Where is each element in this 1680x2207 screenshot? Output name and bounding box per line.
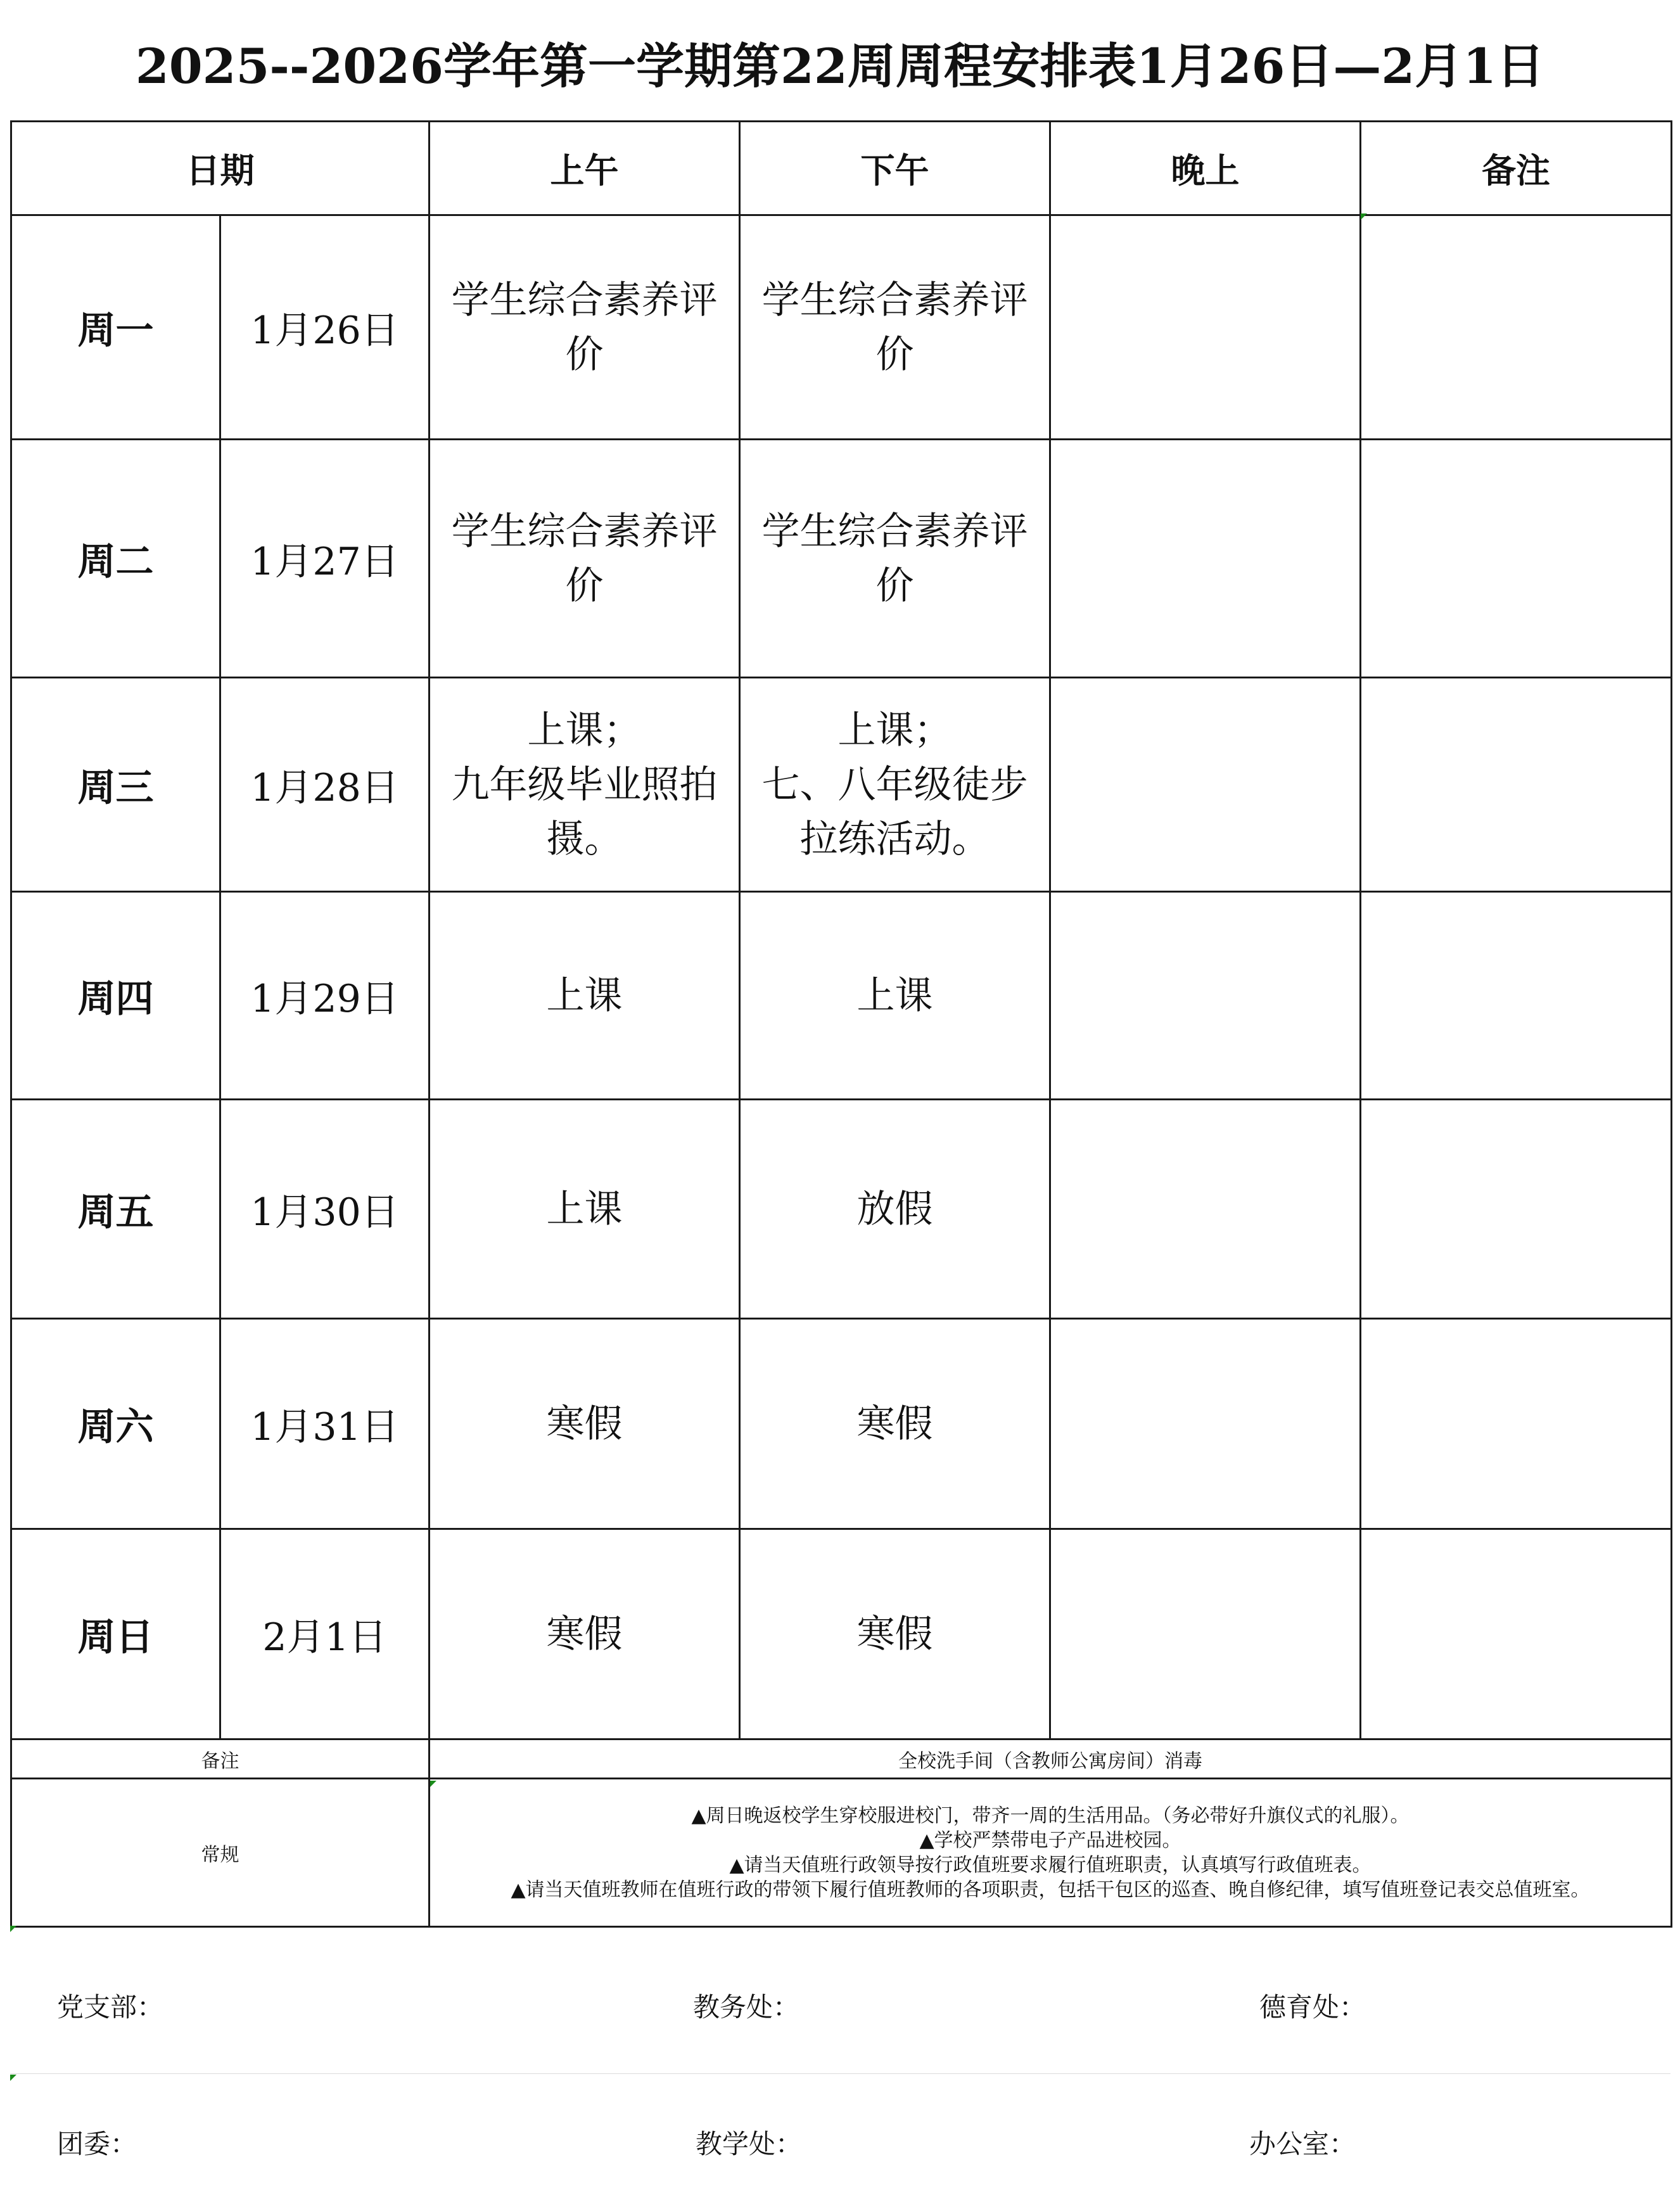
remarks-cell <box>1361 440 1672 678</box>
day-date: 1月27日 <box>220 440 430 678</box>
day-row <box>11 1319 1672 1529</box>
day-date: 1月28日 <box>220 678 430 892</box>
day-name: 周三 <box>11 678 220 892</box>
remarks-cell <box>1361 215 1672 440</box>
page-title: 2025--2026学年第一学期第22周周程安排表1月26日—2月1日 <box>135 38 1545 94</box>
morning-activity: 上课 <box>430 892 740 1100</box>
evening-activity <box>1050 678 1361 892</box>
evening-activity <box>1050 1100 1361 1319</box>
day-row <box>11 892 1672 1100</box>
day-name: 周四 <box>11 892 220 1100</box>
remarks-cell <box>1361 678 1672 892</box>
header-afternoon: 下午 <box>740 122 1050 215</box>
header-row <box>11 122 1672 215</box>
afternoon-activity: 寒假 <box>740 1319 1050 1529</box>
header-remarks: 备注 <box>1361 122 1672 215</box>
header-morning: 上午 <box>430 122 740 215</box>
remarks-cell <box>1361 1529 1672 1740</box>
cell-comment-marker <box>430 1781 436 1787</box>
signature-row <box>10 1987 1670 2025</box>
day-date: 2月1日 <box>220 1529 430 1740</box>
routine-line: ▲学校严禁带电子产品进校园。 <box>919 1829 1181 1852</box>
day-name: 周二 <box>11 440 220 678</box>
morning-activity: 学生综合素养评价 <box>430 440 740 678</box>
routine-row <box>11 1779 1672 1927</box>
day-row <box>11 440 1672 678</box>
day-date: 1月30日 <box>220 1100 430 1319</box>
afternoon-activity: 寒假 <box>740 1529 1050 1740</box>
header-date: 日期 <box>11 122 430 215</box>
evening-activity <box>1050 440 1361 678</box>
day-name: 周一 <box>11 215 220 440</box>
morning-activity: 寒假 <box>430 1319 740 1529</box>
afternoon-activity: 学生综合素养评价 <box>740 215 1050 440</box>
divider <box>10 2073 1670 2074</box>
schedule-table <box>10 120 1672 1928</box>
day-date: 1月29日 <box>220 892 430 1100</box>
day-name: 周日 <box>11 1529 220 1740</box>
afternoon-activity: 上课 <box>740 892 1050 1100</box>
day-name: 周六 <box>11 1319 220 1529</box>
day-name: 周五 <box>11 1100 220 1319</box>
day-row <box>11 1529 1672 1740</box>
signature-row <box>10 2123 1670 2161</box>
youth-league-signature: 团委： <box>57 2128 137 2159</box>
morning-activity: 上课 <box>430 1100 740 1319</box>
moral-education-signature: 德育处： <box>1259 1992 1366 2023</box>
morning-activity: 寒假 <box>430 1529 740 1740</box>
general-office-signature: 办公室： <box>1249 2128 1356 2159</box>
cell-comment-marker <box>1361 213 1367 220</box>
morning-activity: 学生综合素养评价 <box>430 215 740 440</box>
header-evening: 晚上 <box>1050 122 1361 215</box>
afternoon-activity: 上课； 七、八年级徒步拉练活动。 <box>740 678 1050 892</box>
afternoon-activity: 放假 <box>740 1100 1050 1319</box>
party-branch-signature: 党支部： <box>57 1992 164 2023</box>
evening-activity <box>1050 1319 1361 1529</box>
day-row <box>11 1100 1672 1319</box>
routine-label: 常规 <box>11 1779 430 1927</box>
routine-line: ▲请当天值班教师在值班行政的带领下履行值班教师的各项职责，包括干包区的巡查、晚自修纪律，填写值班登记表交总值班室。 <box>511 1878 1590 1901</box>
note-row <box>11 1740 1672 1779</box>
routine-line: ▲请当天值班行政领导按行政值班要求履行值班职责，认真填写行政值班表。 <box>729 1854 1371 1876</box>
afternoon-activity: 学生综合素养评价 <box>740 440 1050 678</box>
note-text: 全校洗手间（含教师公寓房间）消毒 <box>430 1740 1672 1779</box>
academic-affairs-signature: 教务处： <box>693 1992 800 2023</box>
cell-comment-marker <box>10 1926 16 1932</box>
cell-comment-marker <box>10 2075 16 2081</box>
morning-activity: 上课； 九年级毕业照拍摄。 <box>430 678 740 892</box>
day-row <box>11 215 1672 440</box>
routine-line: ▲周日晚返校学生穿校服进校门，带齐一周的生活用品。（务必带好升旗仪式的礼服）。 <box>691 1804 1410 1827</box>
teaching-office-signature: 教学处： <box>696 2128 803 2159</box>
day-date: 1月26日 <box>220 215 430 440</box>
remarks-cell <box>1361 1100 1672 1319</box>
evening-activity <box>1050 892 1361 1100</box>
remarks-cell <box>1361 892 1672 1100</box>
evening-activity <box>1050 1529 1361 1740</box>
routine-text <box>430 1779 1672 1927</box>
evening-activity <box>1050 215 1361 440</box>
remarks-cell <box>1361 1319 1672 1529</box>
day-date: 1月31日 <box>220 1319 430 1529</box>
day-row <box>11 678 1672 892</box>
note-label: 备注 <box>11 1740 430 1779</box>
